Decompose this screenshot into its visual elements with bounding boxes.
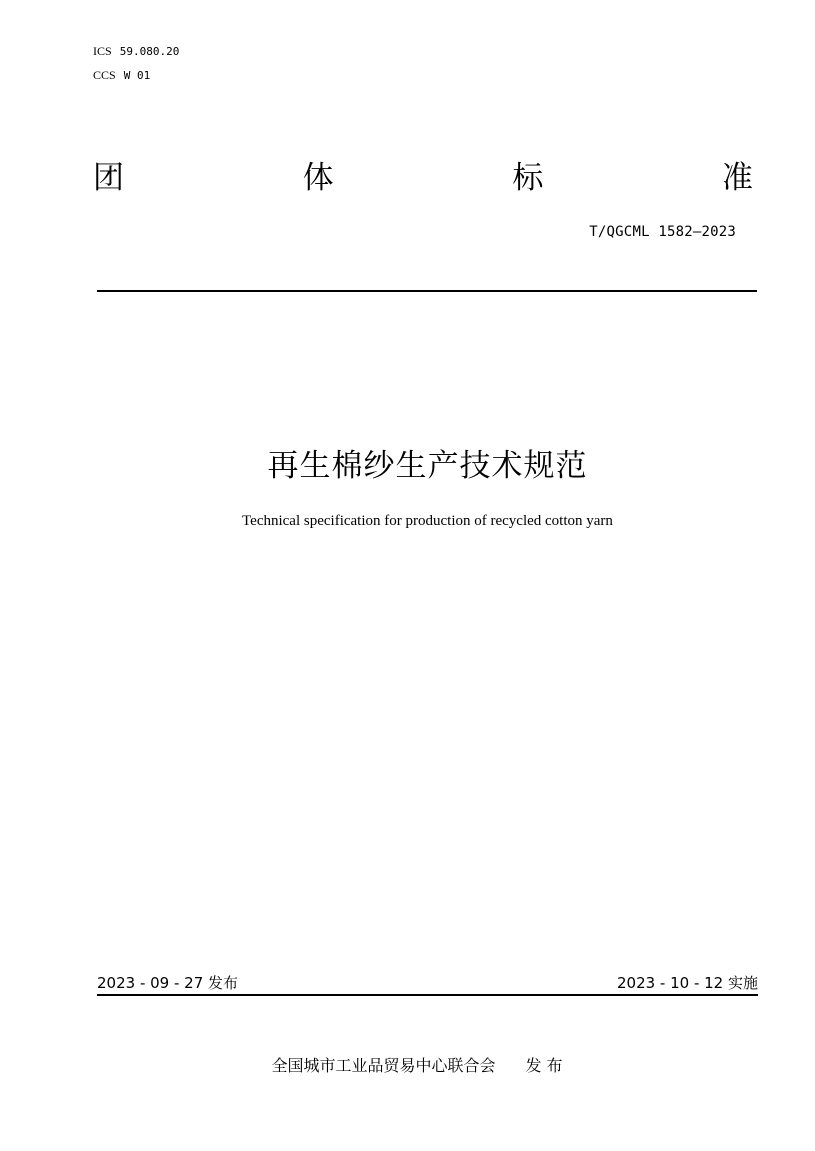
- classification-codes: [93, 39, 179, 87]
- implementation-date: 2023 - 10 - 12 实施: [616, 974, 758, 992]
- publish-action: 发 布: [525, 1056, 563, 1075]
- standard-number: T/QGCML 1582—2023: [589, 224, 736, 240]
- publisher-line: [0, 1053, 815, 1076]
- ccs-line: [93, 63, 179, 87]
- ics-value: 59.080.20: [119, 45, 180, 58]
- header-divider: [97, 290, 757, 292]
- ccs-value: W 01: [123, 69, 151, 82]
- ccs-label: CCS: [93, 68, 116, 82]
- standard-type-char: 团: [93, 159, 124, 196]
- standard-type-char: 体: [302, 159, 334, 196]
- document-title-chinese: 再生棉纱生产技术规范: [267, 448, 588, 484]
- standard-type-heading: [93, 152, 753, 196]
- standard-type-char: 准: [721, 159, 753, 196]
- publisher-name: 全国城市工业品贸易中心联合会: [271, 1056, 496, 1075]
- ics-label: ICS: [93, 44, 112, 58]
- standard-type-char: 标: [512, 159, 544, 196]
- ics-line: [93, 39, 179, 63]
- footer-divider: [97, 994, 758, 996]
- document-title-english: Technical specification for production of recycled cotton yarn: [242, 513, 613, 529]
- publish-date: 2023 - 09 - 27 发布: [97, 974, 239, 992]
